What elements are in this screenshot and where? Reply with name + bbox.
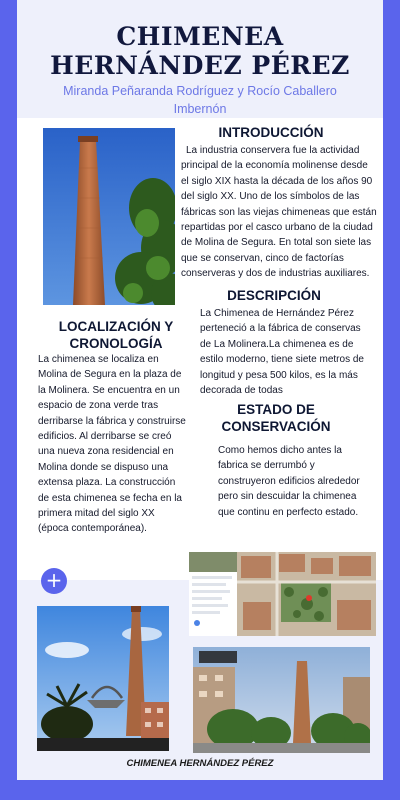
estado-text: Como hemos dicho antes la fabrica se derrumbó y construyeron edificios alrededor pero sin descuidar la chimenea que continu en perfecto estado. — [218, 445, 360, 518]
intro-heading: INTRODUCCIÓN — [218, 125, 324, 140]
estado-heading-line-1: ESTADO DE — [237, 402, 315, 417]
chimney-sculpture-photo — [37, 606, 169, 751]
localizacion-heading-line-1: LOCALIZACIÓN Y — [58, 319, 174, 334]
localizacion-text: La chimenea se localiza en Molina de Segura en la plaza de la Molinera. Se encuentra en un espacio de zona verde tras derribarse la fábrica y construirse edificios. Al derribarse se creó una nueva zona residencial en Molina donde se dispuso una extensa plaza. La construcción de esta chimenea se fecha en la primera mitad del siglo XX (época contemporánea). — [38, 354, 186, 535]
bottom-caption: CHIMENEA HERNÁNDEZ PÉREZ — [126, 758, 274, 769]
plus-icon: + — [45, 568, 63, 592]
title-line-1: CHIMENEA — [116, 22, 284, 51]
page-title — [17, 22, 383, 80]
localizacion-heading-line-2: CRONOLOGÍA — [69, 336, 163, 351]
intro-text: La industria conservera fue la actividad principal de la economía molinense desde el siglo XIX hasta la década de los años 90 del siglo XX. Uno de los símbolos de las fábricas son las viejas chimeneas que están repartidas por el casco urbano de la ciudad de Molina de Segura. En total son siete las que se conservan, cinco de factorías conserveras y dos de industrias auxiliares. — [181, 145, 377, 280]
add-button[interactable] — [41, 568, 67, 594]
authors: Miranda Peñaranda Rodríguez y Rocío Caballero Imbernón — [63, 84, 337, 116]
chimney-street-photo — [193, 647, 370, 753]
chimney-photo-sky — [43, 128, 175, 305]
descripcion-heading: DESCRIPCIÓN — [227, 288, 321, 303]
map-screenshot — [189, 552, 376, 636]
localizacion-heading — [36, 318, 196, 352]
estado-heading — [196, 401, 356, 435]
estado-heading-line-2: CONSERVACIÓN — [221, 419, 331, 434]
title-line-2: HERNÁNDEZ PÉREZ — [50, 51, 350, 80]
descripcion-text: La Chimenea de Hernández Pérez perteneció a la fábrica de conservas de La Molinera.La chimenea es de estilo moderno, tiene siete metros de longitud y pesa 500 kilos, es la más decorada de todas — [200, 308, 364, 397]
